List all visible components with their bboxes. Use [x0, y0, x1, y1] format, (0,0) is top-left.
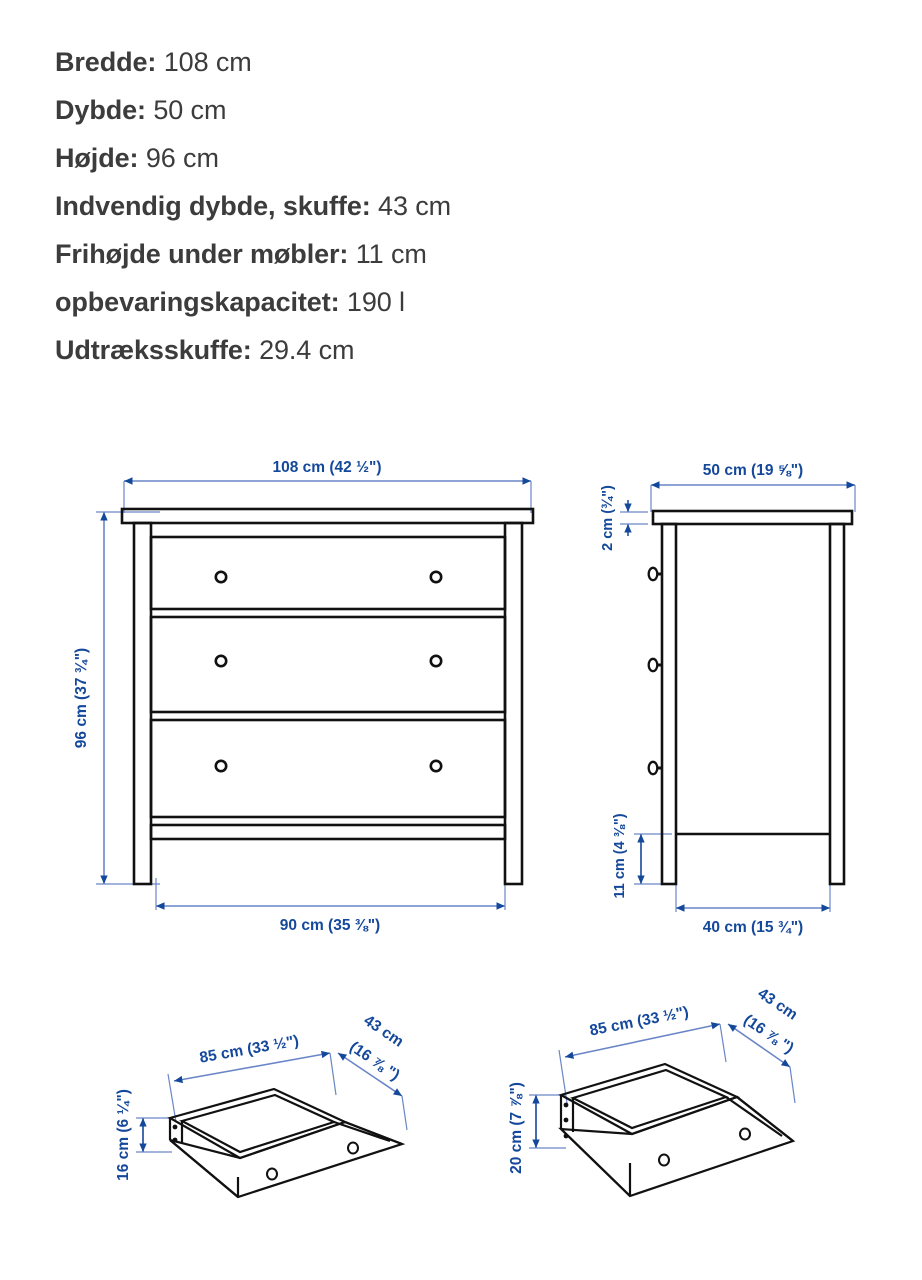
front-view-cabinet: [122, 509, 533, 884]
spec-label: Udtræksskuffe:: [55, 335, 252, 365]
spec-label: Højde:: [55, 143, 139, 173]
drawer-small-depth-label-line2: (16 ⅞ "): [346, 1038, 403, 1085]
drawer-large-depth-label-line1: 43 cm: [754, 984, 801, 1024]
side-top-thickness-label: 2 cm (¾"): [600, 485, 616, 551]
spec-label: Bredde:: [55, 47, 157, 77]
spec-label: Dybde:: [55, 95, 146, 125]
drawer-large-box: [561, 1064, 793, 1196]
side-clearance-dimension: [634, 834, 672, 884]
side-legdepth-label: 40 cm (15 ¾"): [702, 919, 804, 936]
side-view-cabinet: [653, 511, 852, 884]
side-legdepth-dimension: [676, 880, 830, 912]
side-depth-dimension: [651, 485, 855, 512]
front-view-group: [73, 459, 533, 934]
spec-value: 43 cm: [378, 191, 452, 221]
drawer-small-side-dots: [173, 1125, 178, 1143]
drawer-large-height-label: 20 cm (7 ⅞"): [508, 1082, 525, 1174]
drawer-large-width-dimension: [559, 1024, 726, 1103]
spec-value: 50 cm: [153, 95, 227, 125]
drawer-small-group: [115, 1012, 407, 1197]
drawer-small-box: [170, 1089, 402, 1197]
spec-value: 108 cm: [163, 47, 252, 77]
drawer-small-height-dimension: [136, 1118, 172, 1152]
drawer-small-height-label: 16 cm (6 ¼"): [115, 1089, 132, 1181]
front-legspan-dimension: [156, 878, 505, 910]
spec-value: 190 l: [346, 287, 405, 317]
front-view-knobs: [216, 572, 441, 771]
front-height-label: 96 cm (37 ¾"): [73, 647, 90, 749]
drawer-large-group: [508, 985, 800, 1196]
drawer-small-depth-label-line1: 43 cm: [360, 1011, 407, 1051]
front-width-label: 108 cm (42 ½"): [272, 459, 382, 476]
spec-label: opbevaringskapacitet:: [55, 287, 340, 317]
spec-value: 11 cm: [355, 239, 427, 269]
side-depth-label: 50 cm (19 ⅝"): [702, 462, 804, 479]
front-legspan-label: 90 cm (35 ⅜"): [279, 917, 381, 934]
spec-value: 29.4 cm: [259, 335, 355, 365]
spec-label: Frihøjde under møbler:: [55, 239, 349, 269]
drawer-small-width-label: 85 cm (33 ½"): [198, 1032, 301, 1067]
spec-label: Indvendig dybde, skuffe:: [55, 191, 371, 221]
drawer-large-width-label: 85 cm (33 ½"): [588, 1003, 691, 1040]
drawer-large-depth-label-line2: (16 ⅞ "): [740, 1011, 797, 1058]
spec-value: 96 cm: [145, 143, 219, 173]
side-view-group: [600, 462, 855, 936]
side-top-thickness-dimension: [620, 500, 648, 536]
side-clearance-label: 11 cm (4 ⅜"): [612, 813, 628, 899]
